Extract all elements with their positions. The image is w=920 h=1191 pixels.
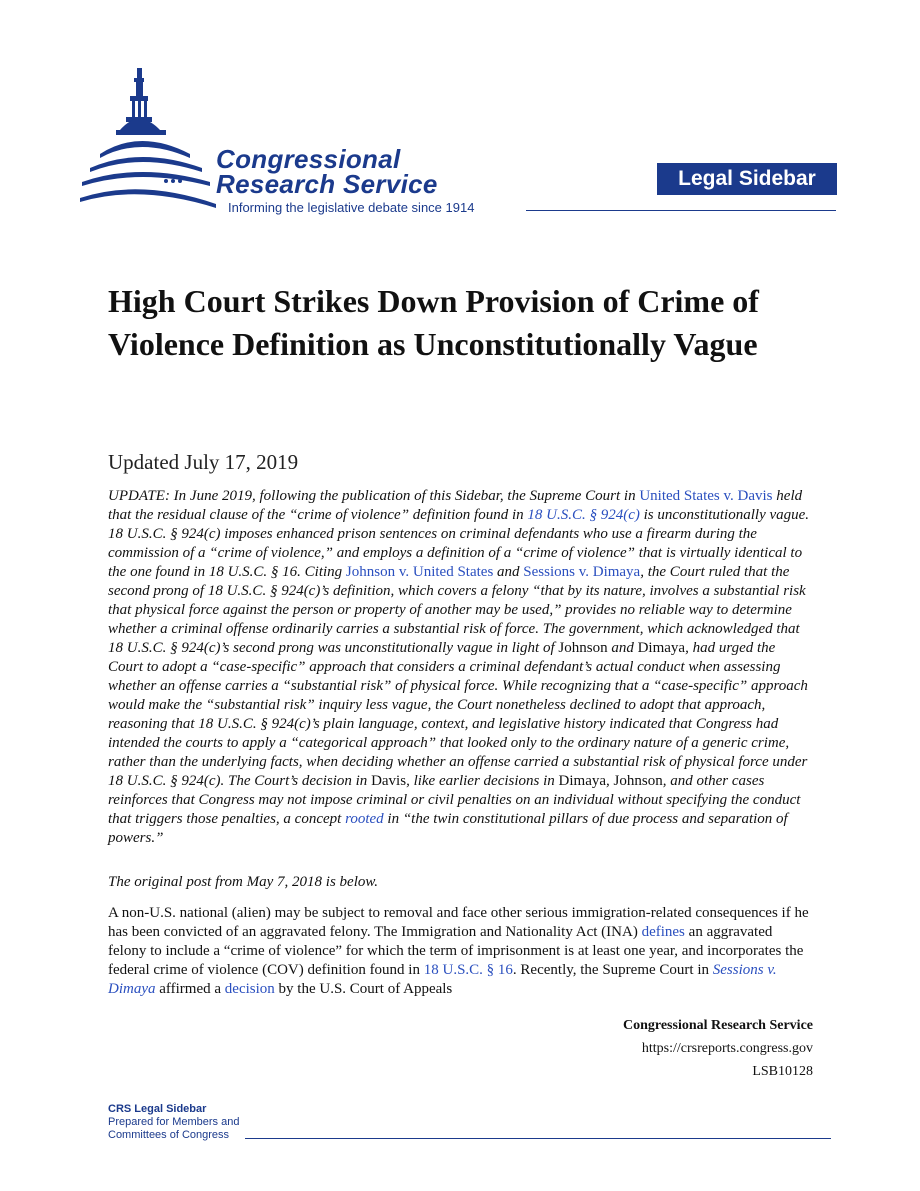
- update-paragraph: [108, 487, 814, 848]
- case-name: Johnson: [613, 773, 663, 789]
- body-paragraph: [108, 904, 814, 999]
- link-united-states-v-davis[interactable]: United States v. Davis: [639, 488, 773, 504]
- text-run: in “the twin constitutional pillars of due process and separation of powers.”: [108, 811, 788, 846]
- text-run: affirmed a: [155, 981, 225, 997]
- crs-name-line2: Research Service: [216, 169, 438, 199]
- capitol-dome-logo-icon: [80, 66, 220, 216]
- legal-sidebar-badge: Legal Sidebar: [657, 163, 837, 195]
- footer-org: Congressional Research Service: [622, 1018, 813, 1033]
- text-run: , like earlier decisions in: [406, 773, 559, 789]
- text-run: A non-U.S. national (alien) may be subject to removal and face other serious immigration-related consequences if he has been convicted of an aggravated felony. The Immigration and Nationality Act (INA): [108, 905, 809, 940]
- bottom-left-label: [108, 1103, 239, 1142]
- footer-report-code: LSB10128: [752, 1064, 813, 1079]
- updated-date: Updated July 17, 2019: [108, 450, 299, 474]
- text-run: , the Court ruled that the second prong of 18 U.S.C. § 924(c)’s definition, which covers a felony “that by its nature, involves a substantial risk that physical force against the person or property of another may be used,” provides no reliable way to determine whether a criminal offense ordinarily carries a substantial risk of force. The government, which acknowledged that 18 U.S.C. § 924(c)’s second prong was unconstitutionally vague in light of: [108, 564, 806, 656]
- bottom-label-line1: CRS Legal Sidebar: [108, 1103, 207, 1115]
- text-run: , had urged the Court to adopt a “case-specific” approach that considers a criminal defendant’s actual conduct when assessing whether an offense carries a “substantial risk” of physical force. While recognizing that a “case-specific” approach would make the “substantial risk” inquiry less vague, the Court nonetheless declined to adopt that approach, reasoning that 18 U.S.C. § 924(c)’s plain language, context, and legislative history indicated that Congress had intended the courts to apply a “categorical approach” that looked only to the ordinary nature of a generic crime, rather than the underlying facts, when deciding whether an offense carried a substantial risk of physical force under 18 U.S.C. § 924(c). The Court’s decision in: [108, 640, 808, 789]
- text-run: held that the residual clause of the “crime of violence” definition found in: [108, 488, 803, 523]
- text-run: . Recently, the Supreme Court in: [512, 962, 713, 978]
- link-johnson-v-united-states[interactable]: Johnson v. United States: [345, 564, 494, 580]
- link-defines[interactable]: defines: [641, 924, 685, 940]
- text-run: , and other cases reinforces that Congress may not impose criminal or civil penalties on an individual without specifying the conduct that triggers those penalties, a concept: [108, 773, 801, 827]
- footer-info: [623, 1014, 813, 1083]
- case-name: Davis: [371, 773, 407, 789]
- case-name: Dimaya: [637, 640, 686, 656]
- text-run: is unconstitutionally vague. 18 U.S.C. § 924(c) imposes enhanced prison sentences on criminal defendants who use a firearm during the commission of a “crime of violence,” and employs a definition of a “crime of violence” that is virtually identical to the one found in 18 U.S.C. § 16. Citing: [108, 507, 810, 580]
- bottom-divider: [245, 1138, 831, 1139]
- case-name: Johnson: [558, 640, 608, 656]
- link-18-usc-924c[interactable]: 18 U.S.C. § 924(c): [527, 507, 640, 523]
- link-sessions-v-dimaya-case[interactable]: Sessions v. Dimaya: [108, 962, 777, 997]
- page-title: High Court Strikes Down Provision of Crime of Violence Definition as Unconstitutionally Vague: [108, 283, 759, 362]
- link-sessions-v-dimaya[interactable]: Sessions v. Dimaya: [523, 564, 641, 580]
- footer-url[interactable]: https://crsreports.congress.gov: [641, 1041, 813, 1056]
- case-name: Dimaya: [558, 773, 607, 789]
- bottom-label-line3: Committees of Congress: [108, 1129, 230, 1141]
- crs-logo-wordmark: [216, 144, 438, 199]
- link-decision[interactable]: decision: [224, 981, 275, 997]
- text-run: ,: [606, 773, 614, 789]
- text-run: an aggravated felony to include a “crime of violence” for which the term of imprisonment is at least one year, and incorporates the federal crime of violence (COV) definition found in: [108, 924, 804, 978]
- link-18-usc-16[interactable]: 18 U.S.C. § 16: [423, 962, 513, 978]
- tagline-divider: [526, 210, 836, 211]
- text-run: and: [493, 564, 524, 580]
- crs-name-line1: Congressional: [216, 144, 401, 174]
- link-rooted[interactable]: rooted: [345, 811, 384, 827]
- original-post-note: The original post from May 7, 2018 is below.: [108, 874, 378, 890]
- bottom-label-line2: Prepared for Members and: [108, 1116, 240, 1128]
- text-run: UPDATE: In June 2019, following the publication of this Sidebar, the Supreme Court in: [108, 488, 640, 504]
- crs-tagline: Informing the legislative debate since 1914: [228, 200, 475, 215]
- text-run: by the U.S. Court of Appeals: [274, 981, 453, 997]
- text-run: and: [607, 640, 638, 656]
